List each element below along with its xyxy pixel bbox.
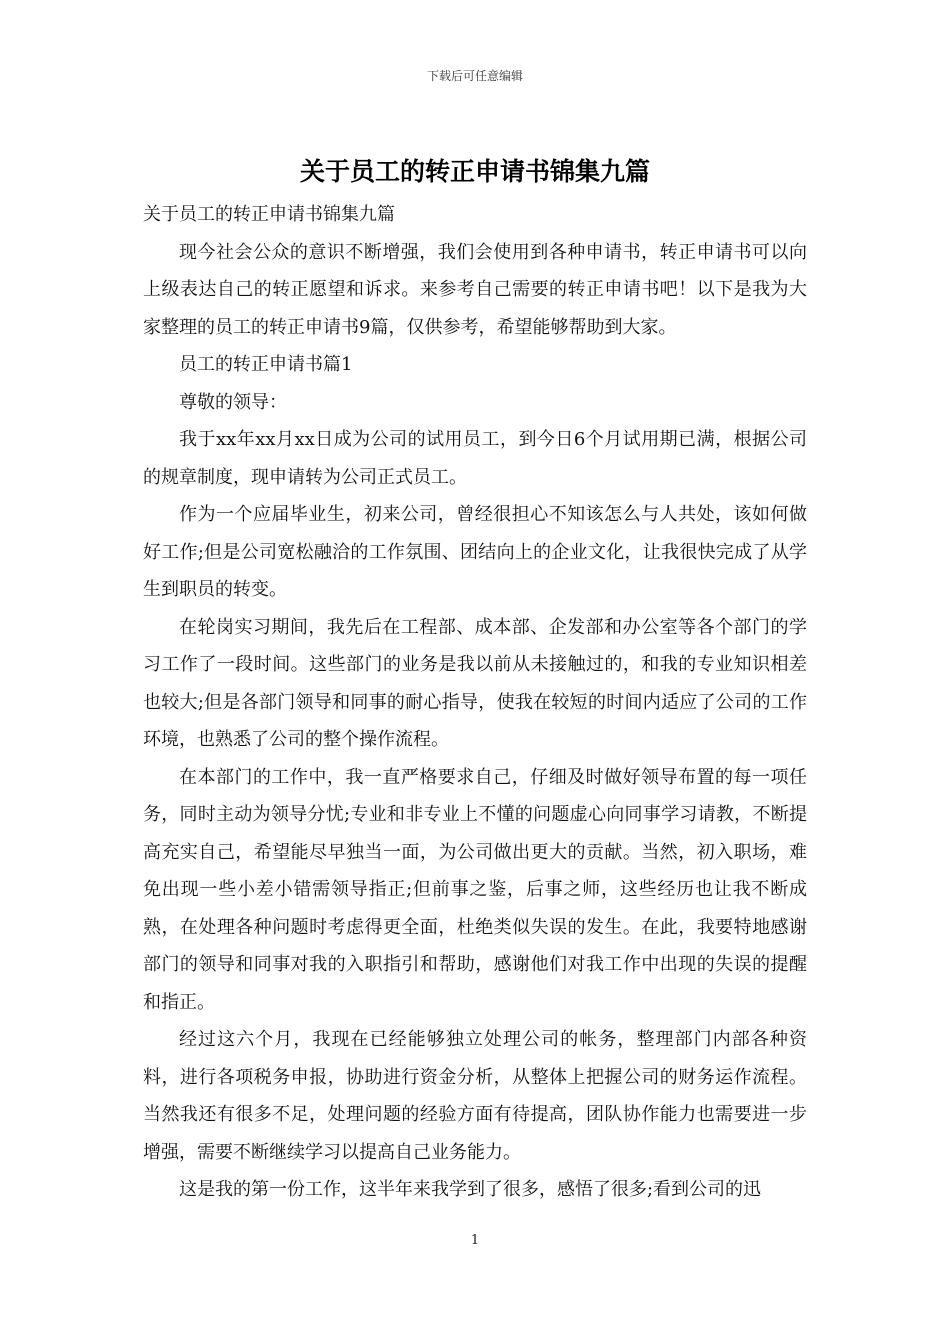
paragraph-body: 在本部门的工作中，我一直严格要求自己，仔细及时做好领导布置的每一项任务，同时主动为领导分忧;专业和非专业上不懂的问题虚心向同事学习请教，不断提高充实自己，希望能尽早独当一面，为公司做出更大的贡献。当然，初入职场，难免出现一些小差小错需领导指正;但前事之鉴，后事之师，这些经历也让我不断成熟，在处理各种问题时考虑得更全面，杜绝类似失误的发生。在此，我要特地感谢部门的领导和同事对我的入职指引和帮助，感谢他们对我工作中出现的失误的提醒和指正。 [143, 766, 807, 1013]
paragraph-body: 我于xx年xx月xx日成为公司的试用员工，到今日6个月试用期已满，根据公司的规章制度，现申请转为公司正式员工。 [143, 429, 807, 488]
page-number: 1 [470, 1233, 480, 1248]
paragraph-body: 在轮岗实习期间，我先后在工程部、成本部、企发部和办公室等各个部门的学习工作了一段时间。这些部门的业务是我以前从未接触过的，和我的专业知识相差也较大;但是各部门领导和同事的耐心指导，使我在较短的时间内适应了公司的工作环境，也熟悉了公司的整个操作流程。 [143, 616, 807, 750]
paragraph-body: 经过这六个月，我现在已经能够独立处理公司的帐务，整理部门内部各种资料，进行各项税务申报，协助进行资金分析，从整体上把握公司的财务运作流程。当然我还有很多不足，处理问题的经验方面有待提高，团队协作能力也需要进一步增强，需要不断继续学习以提高自己业务能力。 [143, 1029, 807, 1163]
paragraph-body: 这是我的第一份工作，这半年来我学到了很多，感悟了很多;看到公司的迅 [179, 1179, 762, 1200]
section-heading: 员工的转正申请书篇1 [179, 354, 353, 375]
header-note: 下载后可任意编辑 [426, 69, 523, 83]
paragraph-body: 作为一个应届毕业生，初来公司，曾经很担心不知该怎么与人共处，该如何做好工作;但是公司宽松融洽的工作氛围、团结向上的企业文化，让我很快完成了从学生到职员的转变。 [143, 504, 807, 600]
paragraph-salutation: 尊敬的领导： [179, 391, 287, 413]
document-title: 关于员工的转正申请书锦集九篇 [299, 157, 650, 186]
paragraph-intro: 现今社会公众的意识不断增强，我们会使用到各种申请书，转正申请书可以向上级表达自己的转正愿望和诉求。来参考自己需要的转正申请书吧！以下是我为大家整理的员工的转正申请书9篇，仅供参考，希望能够帮助到大家。 [143, 241, 807, 338]
paragraph-subtitle: 关于员工的转正申请书锦集九篇 [143, 204, 395, 225]
document-body [143, 196, 807, 1209]
